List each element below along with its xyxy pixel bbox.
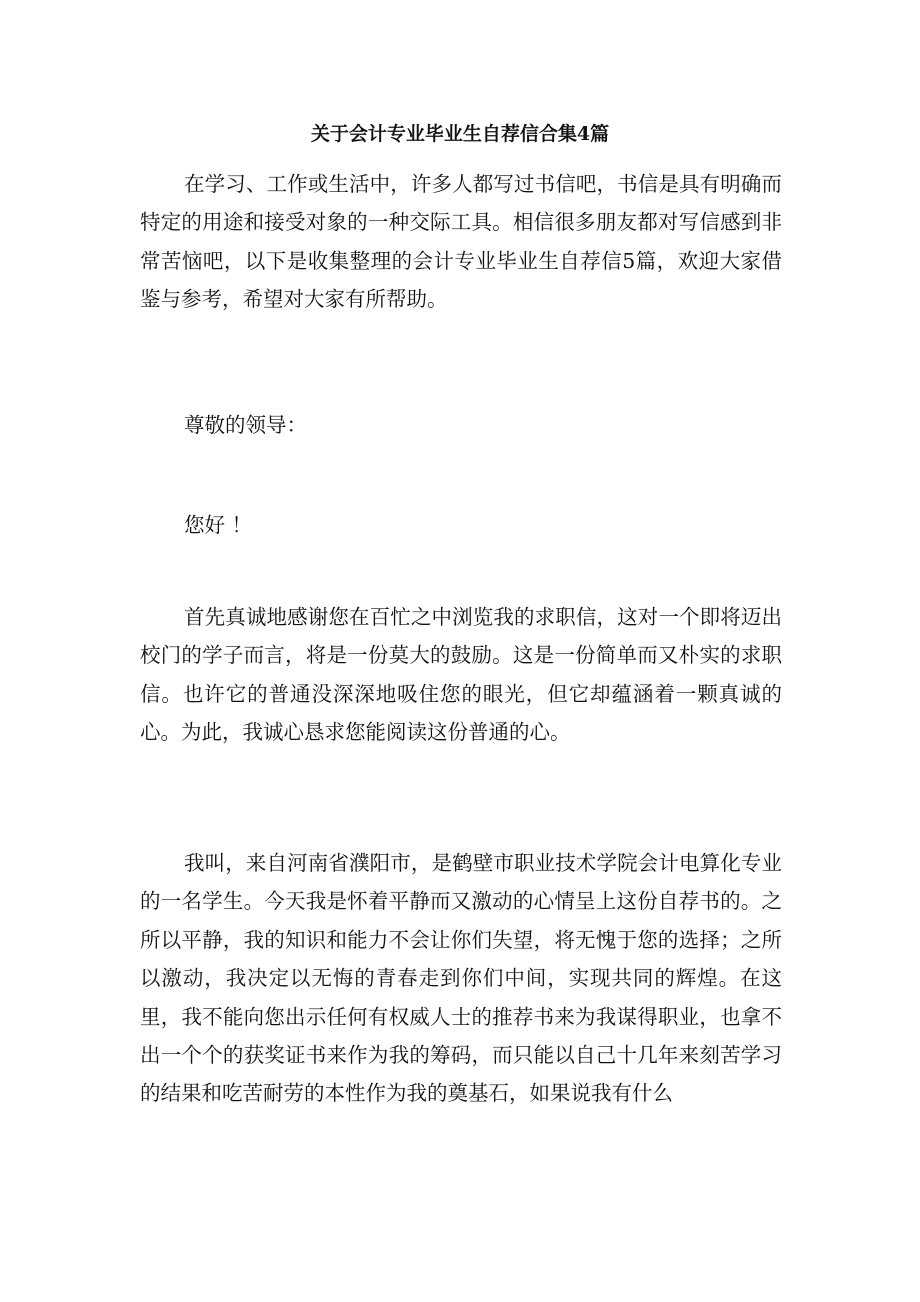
greeting: 您好 ！ bbox=[184, 513, 253, 537]
body-paragraph-1: 首先真诚地感谢您在百忙之中浏览我的求职信，这对一个即将迈出校门的学子而言，将是一份莫大的鼓励。这是一份简单而又朴实的求职信。也许它的普通没深深地吸住您的眼光，但它却蕴涵着一颗真诚的心。为此，我诚心恳求您能阅读这份普通的心。 bbox=[140, 605, 782, 745]
body-paragraph-2: 我叫，来自河南省濮阳市，是鹤壁市职业技术学院会计电算化专业的一名学生。今天我是怀着平静而又激动的心情呈上这份自荐书的。之所以平静，我的知识和能力不会让你们失望，将无愧于您的选择；之所以激动，我决定以无悔的青春走到你们中间，实现共同的辉煌。在这里，我不能向您出示任何有权威人士的推荐书来为我谋得职业，也拿不出一个个的获奖证书来作为我的筹码，而只能以自己十几年来刻苦学习的结果和吃苦耐劳的本性作为我的奠基石，如果说我有什么 bbox=[140, 851, 782, 1106]
document-title: 关于会计专业毕业生自荐信合集4篇 bbox=[310, 123, 610, 145]
intro-paragraph: 在学习、工作或生活中，许多人都写过书信吧，书信是具有明确而特定的用途和接受对象的一种交际工具。相信很多朋友都对写信感到非常苦恼吧，以下是收集整理的会计专业毕业生自荐信5篇，欢迎大家借鉴与参考，希望对大家有所帮助。 bbox=[140, 172, 782, 312]
salutation: 尊敬的领导： bbox=[184, 413, 307, 437]
